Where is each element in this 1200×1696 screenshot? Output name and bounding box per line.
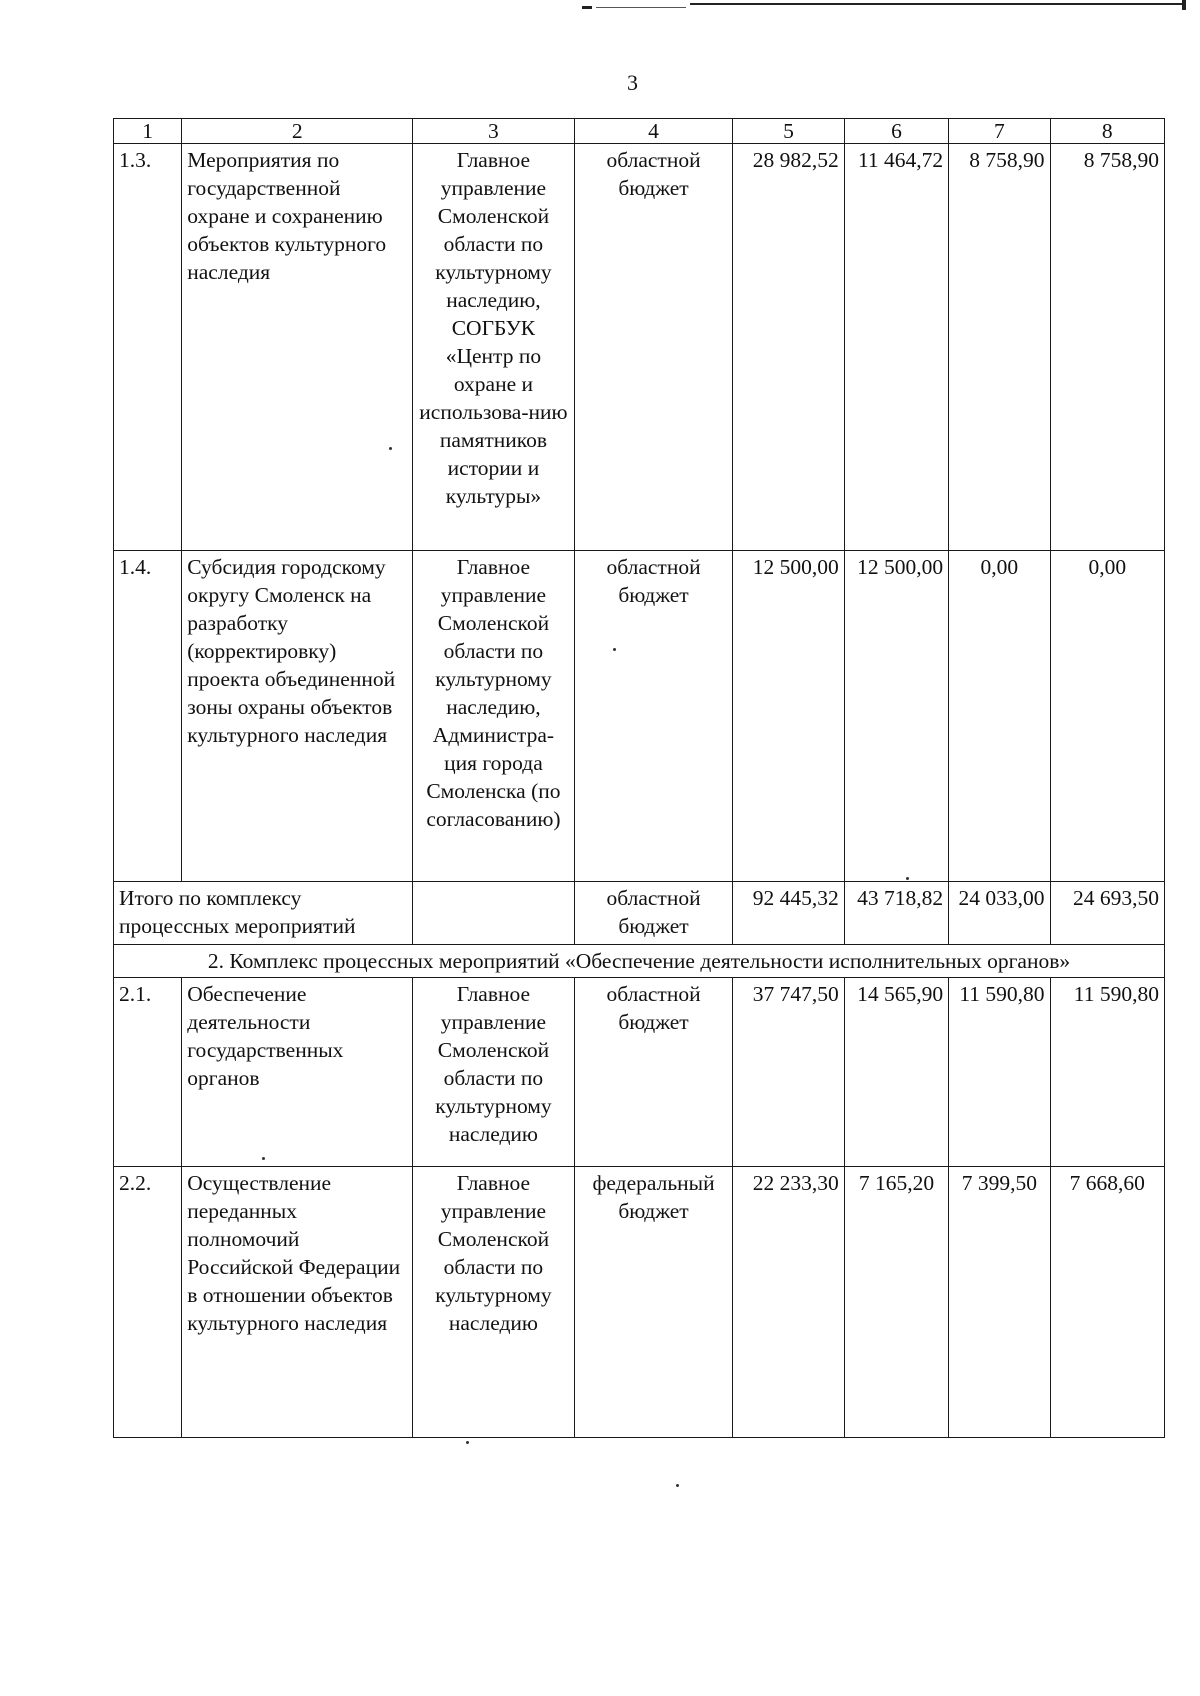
- amount-col5: 28 982,52: [733, 144, 844, 551]
- amount-col8: 7 668,60: [1050, 1167, 1164, 1438]
- funding-source: областной бюджет: [574, 978, 733, 1167]
- row-number: 2.2.: [114, 1167, 182, 1438]
- amount-col6: 7 165,20: [844, 1167, 948, 1438]
- amount-col5: 12 500,00: [733, 551, 844, 882]
- amount-col8: 8 758,90: [1050, 144, 1164, 551]
- executor: Главное управление Смоленской области по культурному наследию: [413, 1167, 575, 1438]
- column-header: 3: [413, 119, 575, 144]
- total-col6: 43 718,82: [844, 882, 948, 945]
- budget-table: [113, 118, 1165, 1438]
- scan-mark: [1182, 0, 1186, 10]
- table-row: [114, 144, 1165, 551]
- activity-name: Обеспечение деятельности государственных органов: [182, 978, 413, 1167]
- total-col5: 92 445,32: [733, 882, 844, 945]
- column-header: 6: [844, 119, 948, 144]
- amount-col6: 12 500,00: [844, 551, 948, 882]
- scan-speck: [262, 1157, 265, 1160]
- column-header: 4: [574, 119, 733, 144]
- scan-mark: [596, 7, 686, 8]
- page-number: 3: [627, 70, 638, 95]
- amount-col8: 11 590,80: [1050, 978, 1164, 1167]
- amount-col7: 0,00: [949, 551, 1050, 882]
- row-number: 1.3.: [114, 144, 182, 551]
- amount-col8: 0,00: [1050, 551, 1164, 882]
- total-col8: 24 693,50: [1050, 882, 1164, 945]
- funding-source: областной бюджет: [574, 144, 733, 551]
- funding-source: областной бюджет: [574, 882, 733, 945]
- total-row: [114, 882, 1165, 945]
- scan-speck: [906, 877, 909, 880]
- scan-mark: [582, 6, 592, 9]
- table-row: [114, 1167, 1165, 1438]
- amount-col6: 14 565,90: [844, 978, 948, 1167]
- column-header: 7: [949, 119, 1050, 144]
- section-row: [114, 945, 1165, 978]
- amount-col7: 11 590,80: [949, 978, 1050, 1167]
- executor: Главное управление Смоленской области по культурному наследию, Администра-ция города Смоленска (по согласованию): [413, 551, 575, 882]
- row-number: 1.4.: [114, 551, 182, 882]
- amount-col6: 11 464,72: [844, 144, 948, 551]
- funding-source: федеральный бюджет: [574, 1167, 733, 1438]
- total-executor-empty: [413, 882, 575, 945]
- scan-speck: [389, 447, 392, 450]
- column-header: 1: [114, 119, 182, 144]
- amount-col5: 22 233,30: [733, 1167, 844, 1438]
- amount-col7: 7 399,50: [949, 1167, 1050, 1438]
- scan-mark: [690, 3, 1184, 5]
- total-col7: 24 033,00: [949, 882, 1050, 945]
- amount-col7: 8 758,90: [949, 144, 1050, 551]
- activity-name: Мероприятия по государственной охране и сохранению объектов культурного наследия: [182, 144, 413, 551]
- table-row: [114, 551, 1165, 882]
- row-number: 2.1.: [114, 978, 182, 1167]
- section-title: 2. Комплекс процессных мероприятий «Обеспечение деятельности исполнительных органов»: [114, 945, 1165, 978]
- column-header: 2: [182, 119, 413, 144]
- amount-col5: 37 747,50: [733, 978, 844, 1167]
- funding-source: областной бюджет: [574, 551, 733, 882]
- executor: Главное управление Смоленской области по культурному наследию, СОГБУК «Центр по охране и использова-нию памятников истории и культуры»: [413, 144, 575, 551]
- activity-name: Субсидия городскому округу Смоленск на разработку (корректировку) проекта объединенной зоны охраны объектов культурного наследия: [182, 551, 413, 882]
- column-header: 5: [733, 119, 844, 144]
- scan-speck: [613, 648, 616, 651]
- activity-name: Осуществление переданных полномочий Российской Федерации в отношении объектов культурного наследия: [182, 1167, 413, 1438]
- scan-speck: [466, 1441, 469, 1444]
- total-label: Итого по комплексу процессных мероприятий: [114, 882, 413, 945]
- executor: Главное управление Смоленской области по культурному наследию: [413, 978, 575, 1167]
- table-row: [114, 978, 1165, 1167]
- scan-speck: [676, 1484, 679, 1487]
- table-header-row: [114, 119, 1165, 144]
- column-header: 8: [1050, 119, 1164, 144]
